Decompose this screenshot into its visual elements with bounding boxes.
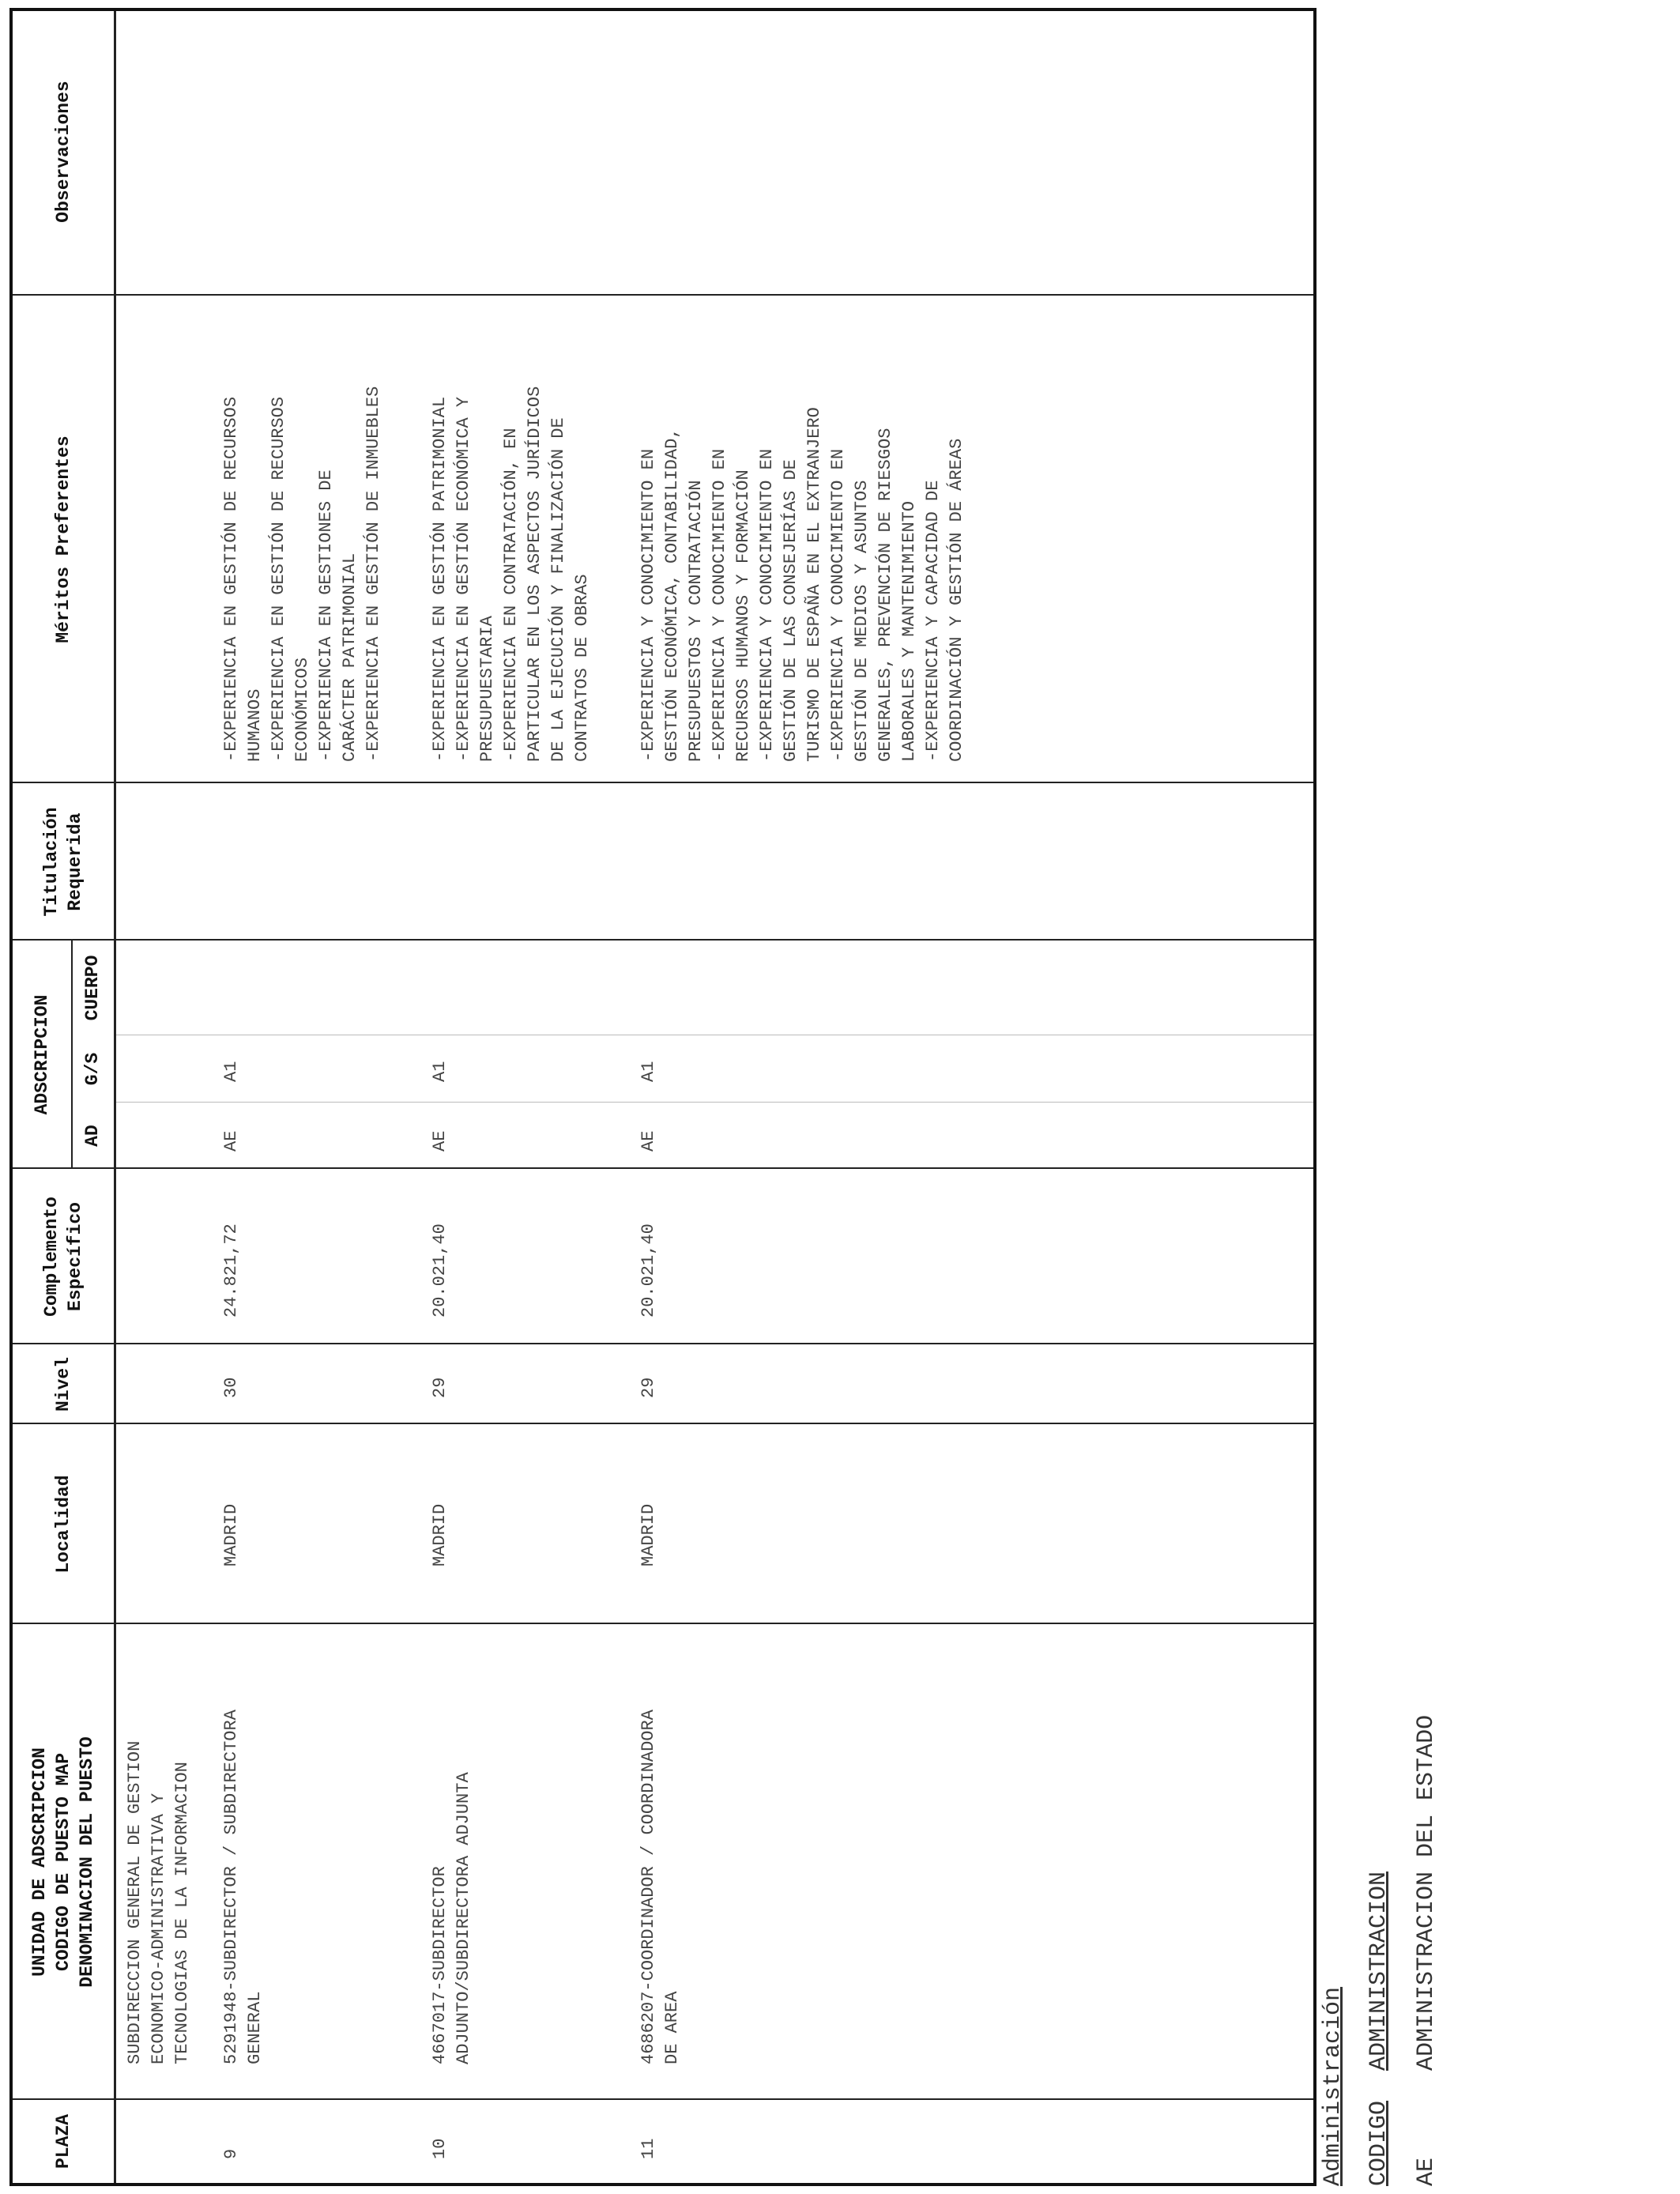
row-meritos: -EXPERIENCIA Y CONOCIMIENTO EN GESTIÓN ECONÓMICA, CONTABILIDAD, PRESUPUESTOS Y CONTRATACIÓN -EXPERIENCIA Y CONOCIMIENTO EN RECURSOS HUMANOS Y FORMACIÓN -EXPERIENCIA Y CONOCIMIENTO EN GESTIÓN DE LAS CONSEJERÍAS DE TURISMO DE ESPAÑA EN EL EXTRANJERO -EXPERIENCIA Y CONOCIMIENTO EN GESTIÓN DE MEDIOS Y ASUNTOS GENERALES, PREVENCIÓN DE RIESGOS LABORALES Y MANTENIMIENTO -EXPERIENCIA Y CAPACIDAD DE COORDINACIÓN Y GESTIÓN DE ÁREAS — [638, 407, 966, 762]
legend-name: ADMINISTRACION DEL ESTADO — [1413, 1714, 1440, 2071]
row-puesto: 5291948-SUBDIRECTOR / SUBDIRECTORA GENERAL — [221, 1710, 265, 2064]
header-plaza: PLAZA — [53, 2114, 73, 2169]
legend-col-admin: ADMINISTRACION — [1365, 1871, 1392, 2071]
header-unidad — [13, 1624, 114, 2100]
row-localidad: MADRID — [638, 1503, 658, 1566]
positions-table — [9, 8, 1317, 2186]
row-complemento: 20.021,40 — [430, 1223, 450, 1318]
row-ad: AE — [221, 1130, 241, 1152]
row-meritos: -EXPERIENCIA EN GESTIÓN PATRIMONIAL -EXPERIENCIA EN GESTIÓN ECONÓMICA Y PRESUPUESTARIA -EXPERIENCIA EN CONTRATACIÓN, EN PARTICULAR EN LOS ASPECTOS JURÍDICOS DE LA EJECUCIÓN Y FINALIZACIÓN DE CONTRATOS DE OBRAS — [430, 386, 592, 762]
header-gs: G/S — [82, 1052, 103, 1086]
row-nivel: 29 — [638, 1377, 658, 1398]
header-ad: AD — [82, 1125, 103, 1147]
header-complemento-line1: Complemento — [41, 1197, 62, 1317]
row-ad: AE — [430, 1130, 450, 1152]
row-meritos: -EXPERIENCIA EN GESTIÓN DE RECURSOS HUMANOS -EXPERIENCIA EN GESTIÓN DE RECURSOS ECONÓMICOS -EXPERIENCIA EN GESTIONES DE CARÁCTER PATRIMONIAL -EXPERIENCIA EN GESTIÓN DE INMUEBLES — [221, 386, 383, 762]
col-divider — [13, 1623, 1313, 1624]
legend-title: Administración — [1320, 1986, 1347, 2186]
row-puesto: 4667017-SUBDIRECTOR ADJUNTO/SUBDIRECTORA ADJUNTA — [430, 1772, 473, 2064]
header-titulacion-line1: Titulación — [41, 807, 62, 917]
row-gs: A1 — [221, 1061, 241, 1082]
legend-code: AE — [1413, 2157, 1440, 2186]
row-gs: A1 — [638, 1061, 658, 1082]
header-meritos: Méritos Preferentes — [53, 435, 73, 643]
header-cuerpo: CUERPO — [82, 955, 103, 1021]
row-gs: A1 — [430, 1061, 450, 1082]
col-divider — [13, 782, 1313, 783]
header-titulacion-line2: Requerida — [65, 812, 85, 911]
row-ad: AE — [638, 1130, 658, 1152]
col-divider — [13, 1167, 1313, 1169]
header-unidad-line2: CODIGO DE PUESTO MAP — [53, 1752, 73, 1972]
row-complemento: 24.821,72 — [221, 1223, 241, 1318]
col-divider — [114, 1102, 1313, 1103]
row-plaza: 9 — [221, 2148, 241, 2159]
row-plaza: 10 — [430, 2138, 450, 2159]
col-divider — [13, 1423, 1313, 1424]
row-plaza: 11 — [638, 2138, 658, 2159]
row-localidad: MADRID — [221, 1503, 241, 1566]
header-observaciones: Observaciones — [53, 81, 73, 223]
header-unidad-line3: DENOMINACION DEL PUESTO — [77, 1736, 97, 1988]
header-complemento — [13, 1169, 114, 1344]
col-divider — [13, 1343, 1313, 1344]
header-unidad-line1: UNIDAD DE ADSCRIPCION — [29, 1747, 50, 1977]
header-localidad: Localidad — [53, 1475, 73, 1574]
unit-title: SUBDIRECCION GENERAL DE GESTION ECONOMICO-ADMINISTRATIVA Y TECNOLOGIAS DE LA INFORMACION — [125, 1740, 192, 2064]
row-nivel: 30 — [221, 1377, 241, 1398]
col-divider — [13, 294, 1313, 296]
col-divider — [13, 939, 1313, 941]
header-adscripcion: ADSCRIPCION — [32, 994, 52, 1115]
legend-col-codigo: CODIGO — [1365, 2100, 1392, 2186]
header-divider — [114, 11, 116, 2183]
header-complemento-line2: Específico — [65, 1201, 85, 1312]
row-complemento: 20.021,40 — [638, 1223, 658, 1318]
row-localidad: MADRID — [430, 1503, 450, 1566]
row-puesto: 4686207-COORDINADOR / COORDINADORA DE AREA — [638, 1710, 682, 2064]
col-divider — [13, 2098, 1313, 2100]
header-titulacion — [13, 783, 114, 941]
header-nivel: Nivel — [53, 1357, 73, 1412]
row-nivel: 29 — [430, 1377, 450, 1398]
